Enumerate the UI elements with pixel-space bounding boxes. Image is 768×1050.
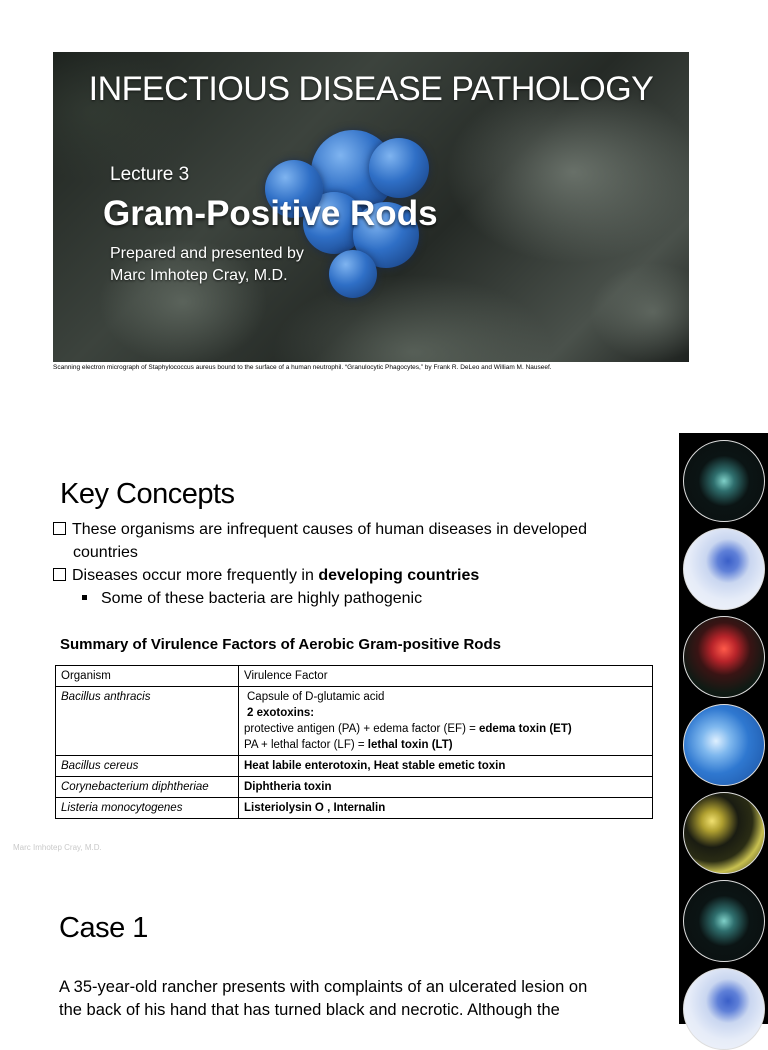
case-text-line: A 35-year-old rancher presents with complaints of an ulcerated lesion on [59,978,588,996]
organism-cell: Bacillus cereus [56,756,239,777]
case-text-line: the back of his hand that has turned black and necrotic. Although the [59,1001,560,1019]
micrograph-circle [683,704,765,786]
virulence-factor-cell: Heat labile enterotoxin, Heat stable emetic toxin [239,756,653,777]
micrograph-circle [683,968,765,1050]
author-name: Marc Imhotep Cray, M.D. [110,267,288,284]
checkbox-bullet-icon [53,568,66,581]
micrograph-circle [683,616,765,698]
micrograph-circle [683,792,765,874]
virulence-factors-table [55,665,653,819]
key-concepts-bullets [53,518,587,610]
author-watermark: Marc Imhotep Cray, M.D. [13,843,102,852]
bullet-item: Diseases occur more frequently in developing countries [53,564,587,587]
micrograph-circle [683,440,765,522]
checkbox-bullet-icon [53,522,66,535]
case-title: Case 1 [59,912,148,944]
virulence-factor-cell: Listeriolysin O , Internalin [239,798,653,819]
bullet-item: These organisms are infrequent causes of human diseases in developed [53,518,587,541]
lecture-title: Gram-Positive Rods [103,194,438,233]
table-title: Summary of Virulence Factors of Aerobic Gram-positive Rods [60,636,501,653]
prepared-by-line: Prepared and presented by [110,245,304,262]
bold-emphasis: developing countries [318,567,480,584]
micrograph-strip [679,433,768,1024]
virulence-factor-cell: Capsule of D-glutamic acid 2 exotoxins: protective antigen (PA) + edema factor (EF) = edema toxin (ET) PA + lethal factor (LF) = lethal toxin (LT) [239,687,653,756]
title-slide-image [53,52,689,362]
column-header: Organism [56,666,239,687]
table-header-row [56,666,653,687]
sub-bullet-item: Some of these bacteria are highly pathogenic [53,587,587,610]
table-row [56,777,653,798]
bullet-item-continuation: countries [73,544,138,561]
bacteria-bead [369,138,429,198]
micrograph-circle [683,880,765,962]
table-row [56,756,653,777]
image-caption: Scanning electron micrograph of Staphylococcus aureus bound to the surface of a human neutrophil. “Granulocytic Phagocytes,” by Frank R. DeLeo and William M. Nauseef. [53,364,552,371]
organism-cell: Corynebacterium diphtheriae [56,777,239,798]
case-description [59,976,659,1022]
course-title: INFECTIOUS DISEASE PATHOLOGY [88,70,654,108]
key-concepts-title: Key Concepts [60,478,235,510]
organism-cell: Bacillus anthracis [56,687,239,756]
table-row [56,687,653,756]
lecture-number: Lecture 3 [110,164,190,185]
virulence-factor-cell: Diphtheria toxin [239,777,653,798]
micrograph-circle [683,528,765,610]
table-row [56,798,653,819]
organism-cell: Listeria monocytogenes [56,798,239,819]
author-block [110,243,304,287]
bacteria-bead [329,250,377,298]
square-bullet-icon [82,595,87,600]
column-header: Virulence Factor [239,666,653,687]
